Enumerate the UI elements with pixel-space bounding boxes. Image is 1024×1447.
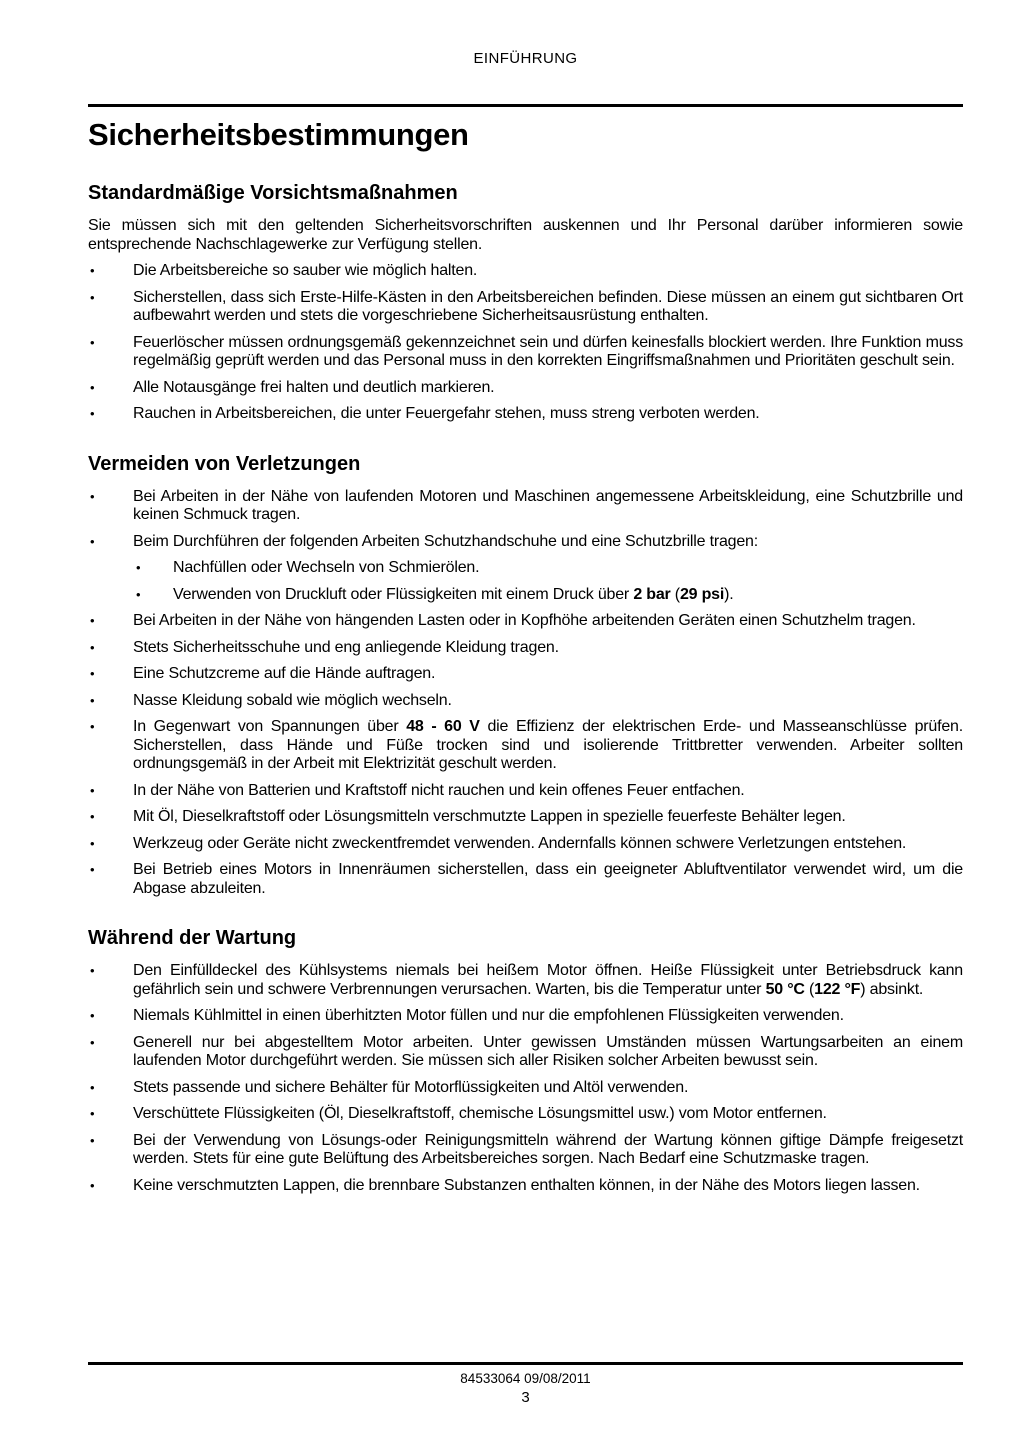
bullet-item xyxy=(134,559,963,578)
bullet-item xyxy=(88,1132,963,1169)
bullet-text xyxy=(133,1034,963,1071)
bullet-icon: • xyxy=(90,692,95,708)
bullet-item xyxy=(88,379,963,398)
bullet-icon: • xyxy=(90,263,95,279)
bullet-icon: • xyxy=(90,533,95,549)
section-intro: Sie müssen sich mit den geltenden Sicherheitsvorschriften auskennen und Ihr Personal darüber informieren sowie entsprechende Nachschlagewerke zur Verfügung stellen. xyxy=(88,217,963,253)
text-segment: Beim Durchführen der folgenden Arbeiten Schutzhandschuhe und eine Schutzbrille tragen: xyxy=(133,532,758,550)
section-heading: Standardmäßige Vorsichtsmaßnahmen xyxy=(88,182,458,205)
text-segment: die Effizienz der elektrischen Erde- und Masseanschlüsse prüfen. Sicherstellen, dass Hände und Füße trocken sind und isolierende Trittbretter verwenden. Arbeiter sollten ordnungsgemäß in der Arbeit mit Elektrizität geschult werden. xyxy=(133,718,963,773)
bullet-text xyxy=(173,559,963,578)
bullet-icon: • xyxy=(90,488,95,504)
bullet-item xyxy=(88,1079,963,1098)
bullet-text xyxy=(133,1079,963,1098)
bullet-text xyxy=(133,334,963,371)
text-segment: Nasse Kleidung sobald wie möglich wechseln. xyxy=(133,691,452,709)
text-segment: 29 psi xyxy=(679,585,725,603)
bullet-text xyxy=(133,835,963,854)
text-segment: Verwenden von Druckluft oder Flüssigkeiten mit einem Druck über xyxy=(173,585,634,603)
text-segment: Bei Betrieb eines Motors in Innenräumen sicherstellen, dass ein geeigneter Abluftventilator verwendet wird, um die Abgase abzuleiten. xyxy=(133,861,963,897)
bullet-icon: • xyxy=(90,963,95,979)
bullet-item xyxy=(134,586,963,605)
bullet-text xyxy=(133,612,963,631)
bullet-icon: • xyxy=(90,1034,95,1050)
text-segment: Stets Sicherheitsschuhe und eng anliegende Kleidung tragen. xyxy=(133,638,559,656)
bullet-icon: • xyxy=(90,334,95,350)
page-number: 3 xyxy=(521,1389,530,1406)
page-title: Sicherheitsbestimmungen xyxy=(88,117,469,152)
text-segment: Feuerlöscher müssen ordnungsgemäß gekennzeichnet sein und dürfen keinesfalls blockiert werden. Ihre Funktion muss regelmäßig geprüft werden und das Personal muss in den korrekten Eingriffsmaßnahmen und Prioritäten geschult sein. xyxy=(133,333,963,370)
text-segment: Niemals Kühlmittel in einen überhitzten Motor füllen und nur die empfohlenen Flüssigkeiten verwenden. xyxy=(133,1007,844,1025)
text-segment: ). xyxy=(724,585,734,603)
text-segment: Keine verschmutzten Lappen, die brennbare Substanzen enthalten können, in der Nähe des Motors liegen lassen. xyxy=(133,1176,920,1194)
bullet-item xyxy=(88,289,963,326)
bullet-text xyxy=(173,586,963,605)
text-segment: 122 °F xyxy=(814,980,861,998)
bullet-text xyxy=(133,379,963,398)
text-segment: 2 bar xyxy=(633,585,671,603)
bullet-item xyxy=(88,612,963,631)
bullet-icon: • xyxy=(90,289,95,305)
bullet-item xyxy=(88,718,963,774)
bullet-item xyxy=(88,1177,963,1196)
text-segment: Die Arbeitsbereiche so sauber wie möglich halten. xyxy=(133,262,478,280)
text-segment: 48 - 60 V xyxy=(406,718,480,736)
bullet-item xyxy=(88,1007,963,1026)
bullet-icon: • xyxy=(90,835,95,851)
text-segment: Bei der Verwendung von Lösungs-oder Reinigungsmitteln während der Wartung können giftige Dämpfe freigesetzt werden. Stets für eine gute Belüftung des Arbeitsbereiches sorgen. Nach Bedarf eine Schutzmaske tragen. xyxy=(133,1131,963,1168)
bullet-item xyxy=(88,962,963,999)
bullet-item xyxy=(88,262,963,281)
text-segment: Bei Arbeiten in der Nähe von hängenden Lasten oder in Kopfhöhe arbeitenden Geräten einen Schutzhelm tragen. xyxy=(133,612,916,630)
doc-number: 84533064 09/08/2011 xyxy=(460,1371,591,1386)
bullet-icon: • xyxy=(90,862,95,878)
page-content xyxy=(88,0,963,1203)
bullet-icon: • xyxy=(90,406,95,422)
bullet-icon: • xyxy=(136,560,141,576)
bullet-text xyxy=(133,665,963,684)
bullet-item xyxy=(88,533,963,552)
bullet-item xyxy=(88,405,963,424)
text-segment: Mit Öl, Dieselkraftstoff oder Lösungsmitteln verschmutzte Lappen in spezielle feuerfeste Behälter legen. xyxy=(133,808,846,826)
text-segment: 50 °C xyxy=(765,980,805,998)
bullet-text xyxy=(133,262,963,281)
bullet-icon: • xyxy=(90,1106,95,1122)
text-segment: ) absinkt. xyxy=(860,980,924,998)
text-segment: Rauchen in Arbeitsbereichen, die unter Feuergefahr stehen, muss streng verboten werden. xyxy=(133,405,760,423)
page-footer xyxy=(88,1362,963,1407)
text-segment: Alle Notausgänge frei halten und deutlich markieren. xyxy=(133,378,495,396)
bullet-item xyxy=(88,1034,963,1071)
text-segment: Nachfüllen oder Wechseln von Schmierölen. xyxy=(173,559,480,577)
bullet-text xyxy=(133,639,963,658)
bullet-text xyxy=(133,782,963,801)
bullet-text xyxy=(133,405,963,424)
bullet-text xyxy=(133,861,963,898)
section-heading: Während der Wartung xyxy=(88,927,297,950)
text-segment: Sicherstellen, dass sich Erste-Hilfe-Kästen in den Arbeitsbereichen befinden. Diese müssen an einem gut sichtbaren Ort aufbewahrt werden und stets die vorgeschriebene Sicherheitsausrüstung enthalten. xyxy=(133,288,963,325)
bullet-item xyxy=(88,692,963,711)
bullet-text xyxy=(133,1132,963,1169)
bullet-icon: • xyxy=(90,719,95,735)
bullet-icon: • xyxy=(90,666,95,682)
bullet-item xyxy=(88,835,963,854)
text-segment: Eine Schutzcreme auf die Hände auftragen. xyxy=(133,665,436,683)
footer-rule xyxy=(88,1362,963,1365)
text-segment: Stets passende und sichere Behälter für Motorflüssigkeiten und Altöl verwenden. xyxy=(133,1078,689,1096)
bullet-item xyxy=(88,861,963,898)
section-heading: Vermeiden von Verletzungen xyxy=(88,452,361,475)
text-segment: Werkzeug oder Geräte nicht zweckentfremdet verwenden. Andernfalls können schwere Verletzungen entstehen. xyxy=(133,834,907,852)
bullet-text xyxy=(133,962,963,999)
bullet-item xyxy=(88,1105,963,1124)
bullet-item xyxy=(88,488,963,525)
bullet-icon: • xyxy=(90,809,95,825)
bullet-text xyxy=(133,1177,963,1196)
bullet-icon: • xyxy=(90,613,95,629)
bullet-icon: • xyxy=(90,379,95,395)
bullet-icon: • xyxy=(90,639,95,655)
bullet-item xyxy=(88,665,963,684)
text-segment: Bei Arbeiten in der Nähe von laufenden Motoren und Maschinen angemessene Arbeitskleidung, eine Schutzbrille und keinen Schmuck tragen. xyxy=(133,487,963,524)
running-header: EINFÜHRUNG xyxy=(473,50,578,67)
bullet-icon: • xyxy=(136,586,141,602)
bullet-item xyxy=(88,808,963,827)
bullet-text xyxy=(133,1007,963,1026)
text-segment: ( xyxy=(804,980,815,998)
text-segment: Den Einfülldeckel des Kühlsystems niemals bei heißem Motor öffnen. Heiße Flüssigkeit unter Betriebsdruck kann gefährlich sein und schwere Verbrennungen verursachen. Warten, bis die Temperatur unter xyxy=(133,962,963,998)
bullet-item xyxy=(88,639,963,658)
sections-container xyxy=(88,181,963,1195)
bullet-icon: • xyxy=(90,1079,95,1095)
bullet-item xyxy=(88,782,963,801)
bullet-text xyxy=(133,289,963,326)
text-segment: Verschüttete Flüssigkeiten (Öl, Dieselkraftstoff, chemische Lösungsmittel usw.) vom Motor entfernen. xyxy=(133,1105,827,1123)
bullet-text xyxy=(133,692,963,711)
bullet-text xyxy=(133,718,963,774)
bullet-icon: • xyxy=(90,782,95,798)
text-segment: In Gegenwart von Spannungen über xyxy=(133,718,407,736)
bullet-item xyxy=(88,334,963,371)
bullet-text xyxy=(133,1105,963,1124)
text-segment: ( xyxy=(670,585,680,603)
bullet-icon: • xyxy=(90,1177,95,1193)
bullet-text xyxy=(133,488,963,525)
header-rule xyxy=(88,104,963,107)
text-segment: In der Nähe von Batterien und Kraftstoff nicht rauchen und kein offenes Feuer entfachen. xyxy=(133,781,745,799)
bullet-icon: • xyxy=(90,1008,95,1024)
text-segment: Generell nur bei abgestelltem Motor arbeiten. Unter gewissen Umständen müssen Wartungsarbeiten an einem laufenden Motor durchgeführt werden. Sie müssen sich aller Risiken solcher Arbeiten bewusst sein. xyxy=(133,1033,963,1070)
bullet-icon: • xyxy=(90,1132,95,1148)
bullet-text xyxy=(133,533,963,552)
bullet-text xyxy=(133,808,963,827)
